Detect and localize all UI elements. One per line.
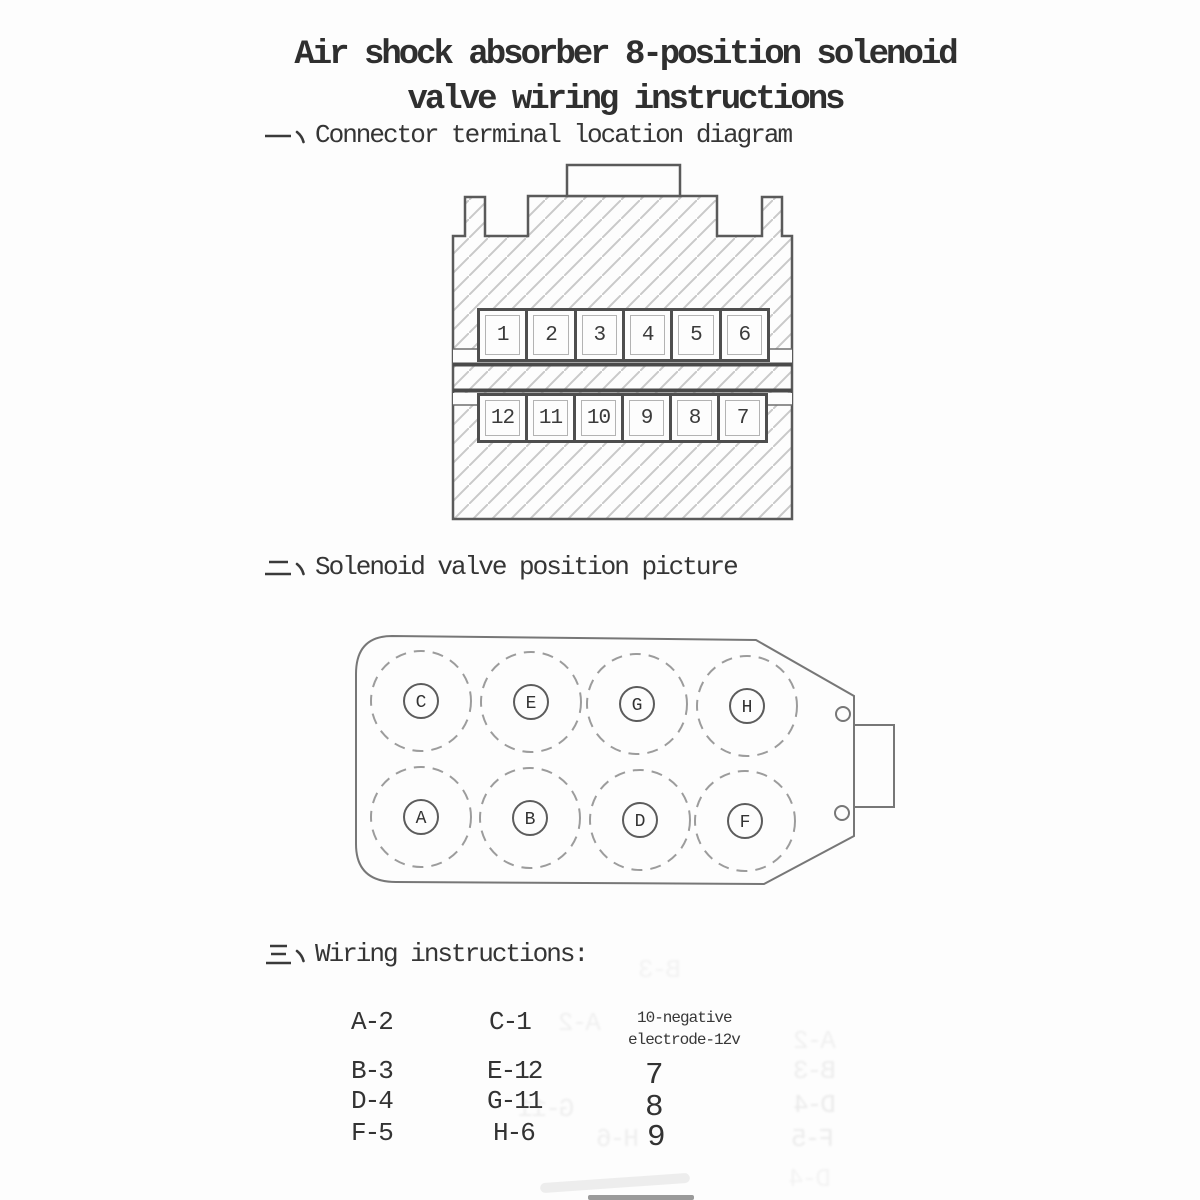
valve-letter: D xyxy=(634,812,646,832)
section-2-heading xyxy=(262,552,737,582)
terminal-number: 6 xyxy=(727,315,762,355)
terminal-cell-9 xyxy=(621,393,672,443)
section-1-heading xyxy=(262,120,791,150)
terminal-number: 2 xyxy=(533,315,568,355)
section-3-heading-label: Wiring instructions: xyxy=(315,939,588,969)
cjk-numeral-one-icon xyxy=(262,121,308,149)
wiring-pair: F-5 xyxy=(351,1118,392,1148)
cjk-numeral-two-icon xyxy=(262,553,308,581)
terminal-number: 7 xyxy=(725,400,760,436)
valve-letter: G xyxy=(631,696,643,716)
terminal-row-top xyxy=(477,308,770,362)
wiring-pair: D-4 xyxy=(351,1086,392,1116)
wiring-pair: B-3 xyxy=(351,1056,392,1086)
mounting-hole xyxy=(835,806,849,820)
wiring-pair: G-11 xyxy=(487,1086,542,1116)
valve-letter: H xyxy=(741,698,753,718)
wiring-terminal-number: 8 xyxy=(645,1090,662,1125)
ghost-text: A-2 xyxy=(795,1026,836,1056)
document-title xyxy=(225,33,1025,123)
ghost-text: A-2 xyxy=(560,1008,601,1038)
wiring-pair: A-2 xyxy=(351,1007,392,1037)
valve-letter: A xyxy=(415,809,427,829)
terminal-number: 1 xyxy=(485,315,520,355)
terminal-number: 8 xyxy=(677,400,712,436)
title-line-2: valve wiring instructions xyxy=(407,81,843,119)
terminal-cell-2 xyxy=(525,308,576,362)
ghost-text: H-6 xyxy=(598,1124,639,1154)
terminal-row-bottom xyxy=(477,393,768,443)
terminal-number: 12 xyxy=(485,400,520,436)
valve-body-outline xyxy=(356,636,854,884)
wiring-pair: E-12 xyxy=(487,1056,542,1086)
ghost-text: B-3 xyxy=(795,1056,836,1086)
wiring-pair: H-6 xyxy=(493,1118,534,1148)
title-line-1: Air shock absorber 8-position solenoid xyxy=(294,36,956,74)
terminal-cell-7 xyxy=(717,393,768,443)
terminal-cell-10 xyxy=(573,393,624,443)
terminal-cell-8 xyxy=(669,393,720,443)
section-2-heading-label: Solenoid valve position picture xyxy=(315,552,737,582)
scan-smudge xyxy=(540,1173,690,1193)
terminal-cell-6 xyxy=(719,308,770,362)
terminal-number: 9 xyxy=(629,400,664,436)
wiring-note-line-2: electrode-12v xyxy=(628,1031,740,1049)
terminal-cell-3 xyxy=(574,308,625,362)
valve-letter: F xyxy=(739,813,751,833)
terminal-number: 4 xyxy=(630,315,665,355)
wiring-pair: C-1 xyxy=(489,1007,530,1037)
terminal-cell-12 xyxy=(477,393,528,443)
valve-letter: C xyxy=(415,693,427,713)
solenoid-valve-diagram xyxy=(350,628,900,894)
wiring-terminal-number: 9 xyxy=(647,1120,664,1155)
ghost-text: G-11 xyxy=(520,1094,575,1124)
mounting-hole xyxy=(836,707,850,721)
ghost-text: D-4 xyxy=(790,1164,831,1194)
ghost-text: B-3 xyxy=(640,955,681,985)
wiring-note-line-1: 10-negative xyxy=(637,1009,732,1027)
cjk-numeral-three-icon xyxy=(262,940,308,968)
valve-letter: E xyxy=(525,694,537,714)
valve-side-tab xyxy=(854,725,894,807)
terminal-number: 11 xyxy=(533,400,568,436)
terminal-cell-4 xyxy=(622,308,673,362)
connector-top-tab xyxy=(567,165,680,196)
section-1-heading-label: Connector terminal location diagram xyxy=(315,120,792,150)
ghost-text: F-5 xyxy=(793,1124,834,1154)
section-3-heading xyxy=(262,939,587,969)
terminal-number: 3 xyxy=(582,315,617,355)
terminal-number: 10 xyxy=(581,400,616,436)
ghost-text: D-4 xyxy=(795,1090,836,1120)
wiring-terminal-number: 7 xyxy=(645,1058,662,1093)
terminal-cell-1 xyxy=(477,308,528,362)
terminal-cell-11 xyxy=(525,393,576,443)
terminal-cell-5 xyxy=(670,308,721,362)
scan-edge-mark xyxy=(588,1195,694,1200)
valve-letter: B xyxy=(524,810,536,830)
terminal-number: 5 xyxy=(678,315,713,355)
